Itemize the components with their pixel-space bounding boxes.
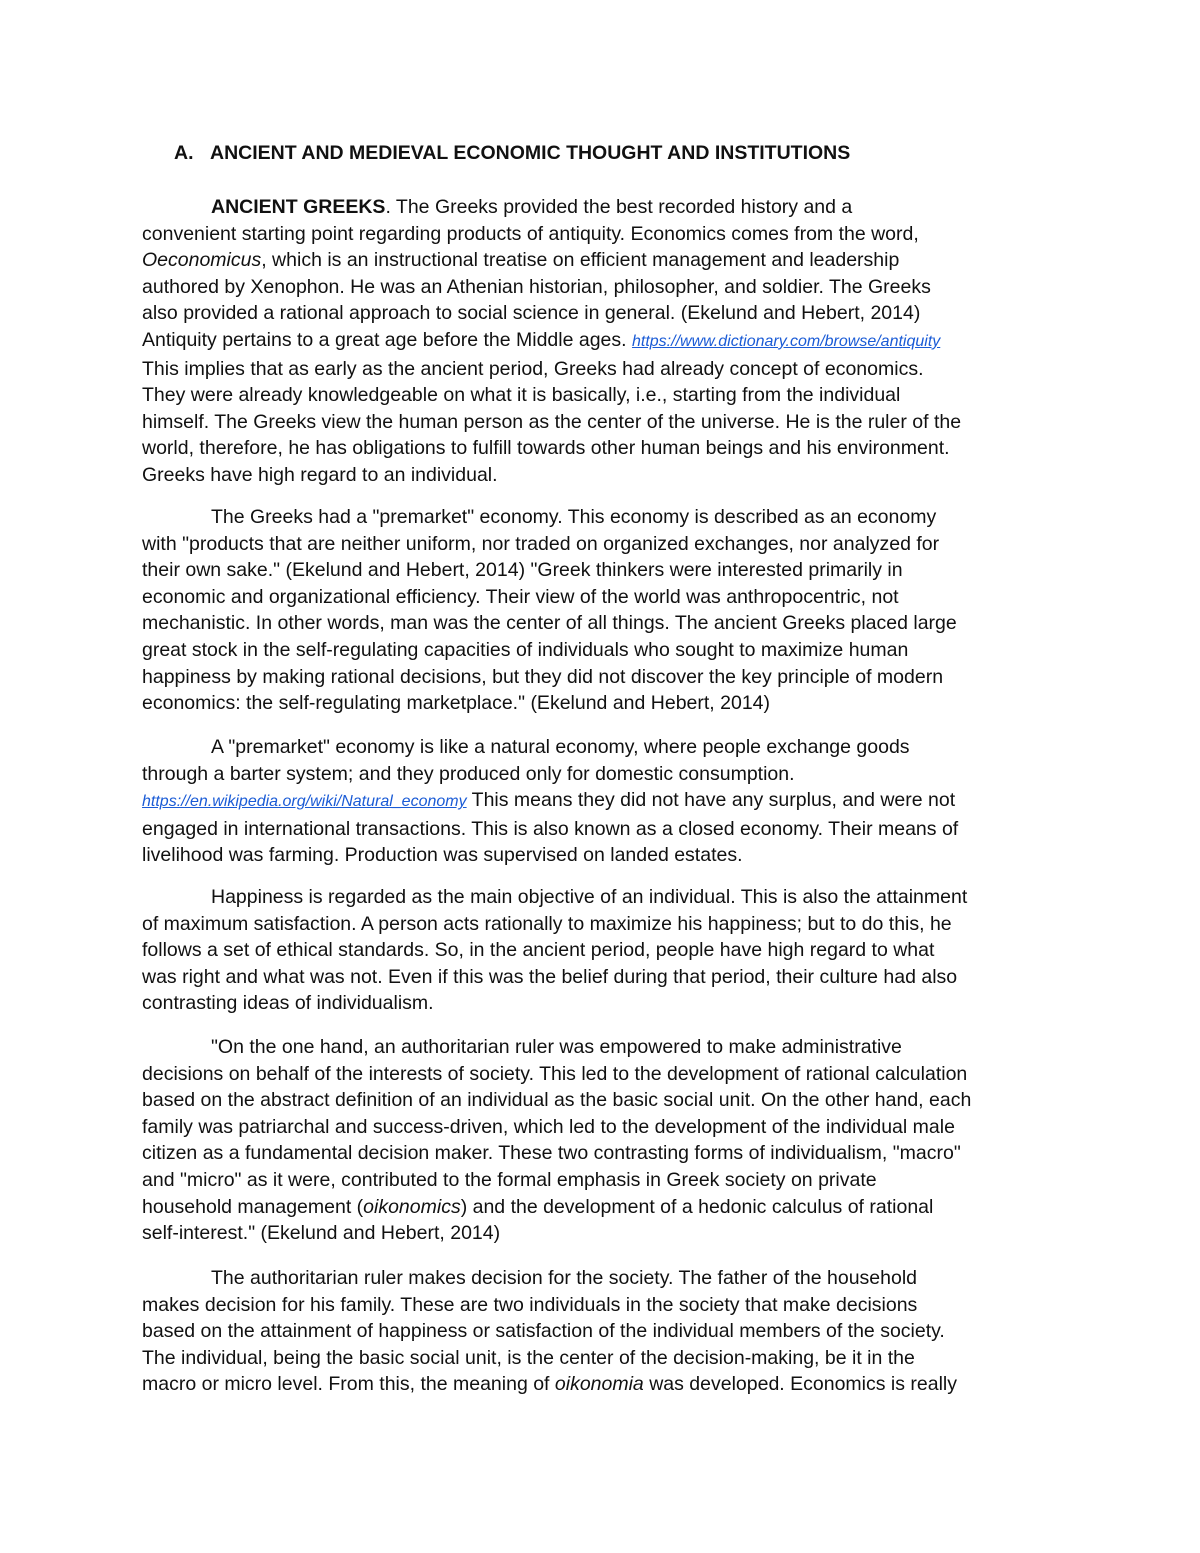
text-span: . The Greeks provided the best recorded history and a	[385, 196, 853, 218]
paragraph-decision-making	[142, 1265, 1062, 1398]
text-line: engaged in international transactions. This is also known as a closed economy. Their means of	[142, 817, 959, 840]
text-span: , which is an instructional treatise on efficient management and leadership	[261, 249, 900, 272]
italic-term: oikonomics	[363, 1195, 461, 1218]
text-line	[142, 194, 1062, 221]
paragraph-label: ANCIENT GREEKS	[211, 196, 386, 218]
text-span: macro or micro level. From this, the meaning of	[142, 1373, 555, 1396]
text-line: world, therefore, he has obligations to fulfill towards other human beings and his environment.	[142, 437, 950, 460]
text-line	[142, 884, 1062, 911]
text-line	[142, 734, 1062, 761]
italic-term: oikonomia	[554, 1373, 644, 1396]
text-span: A "premarket" economy is like a natural economy, where people exchange goods	[211, 736, 910, 758]
paragraph-natural-economy	[142, 734, 1062, 869]
paragraph-quote-individualism	[142, 1034, 1062, 1247]
text-span: Antiquity pertains to a great age before the Middle ages.	[142, 328, 632, 351]
text-line: They were already knowledgeable on what it is basically, i.e., starting from the individual	[142, 384, 901, 407]
text-line: Greeks have high regard to an individual.	[142, 463, 498, 486]
text-line	[142, 327, 1062, 356]
text-span: household management (	[142, 1195, 364, 1218]
section-heading	[174, 142, 850, 165]
text-line: citizen as a fundamental decision maker. These two contrasting forms of individualism, "macro"	[142, 1142, 961, 1165]
text-line: family was patriarchal and success-driven, which led to the development of the individual male	[142, 1115, 955, 1138]
text-span: ) and the development of a hedonic calculus of rational	[460, 1195, 934, 1218]
dictionary-link[interactable]: https://www.dictionary.com/browse/antiquity	[631, 332, 941, 350]
text-line: and "micro" as it were, contributed to the formal emphasis in Greek society on private	[142, 1168, 877, 1191]
text-span: "On the one hand, an authoritarian ruler was empowered to make administrative	[211, 1036, 902, 1058]
text-span: The authoritarian ruler makes decision for the society. The father of the household	[211, 1267, 918, 1289]
text-line: based on the attainment of happiness or satisfaction of the individual members of the society.	[142, 1320, 945, 1343]
text-line: based on the abstract definition of an individual as the basic social unit. On the other hand, each	[142, 1089, 972, 1112]
text-line: The individual, being the basic social unit, is the center of the decision-making, be it in the	[142, 1346, 915, 1369]
text-line: great stock in the self-regulating capacities of individuals who sought to maximize human	[142, 638, 909, 661]
text-line	[142, 1194, 1062, 1221]
text-line: convenient starting point regarding products of antiquity. Economics comes from the word,	[142, 222, 919, 245]
text-line: through a barter system; and they produced only for domestic consumption.	[142, 762, 795, 785]
text-line: decisions on behalf of the interests of society. This led to the development of rational calculation	[142, 1062, 968, 1085]
text-span: Happiness is regarded as the main objective of an individual. This is also the attainment	[211, 886, 968, 908]
text-line: livelihood was farming. Production was supervised on landed estates.	[142, 844, 743, 867]
text-line: also provided a rational approach to social science in general. (Ekelund and Hebert, 2014)	[142, 302, 921, 325]
text-line: was right and what was not. Even if this was the belief during that period, their culture had also	[142, 965, 958, 988]
text-span: This means they did not have any surplus, and were not	[466, 789, 956, 812]
text-line	[142, 787, 1062, 816]
text-line	[142, 1371, 1062, 1398]
wikipedia-link[interactable]: https://en.wikipedia.org/wiki/Natural_economy	[142, 793, 467, 811]
paragraph-happiness	[142, 884, 1062, 1017]
paragraph-ancient-greeks	[142, 194, 1062, 489]
text-line: economic and organizational efficiency. Their view of the world was anthropocentric, not	[142, 585, 899, 608]
text-line: authored by Xenophon. He was an Athenian historian, philosopher, and soldier. The Greeks	[142, 275, 931, 298]
text-line	[142, 1034, 1062, 1061]
text-span: The Greeks had a "premarket" economy. This economy is described as an economy	[211, 506, 937, 528]
text-line	[142, 247, 1062, 274]
section-title: ANCIENT AND MEDIEVAL ECONOMIC THOUGHT AND INSTITUTIONS	[210, 142, 851, 164]
text-line: of maximum satisfaction. A person acts rationally to maximize his happiness; but to do this, he	[142, 912, 952, 935]
text-line: contrasting ideas of individualism.	[142, 992, 434, 1015]
text-line: economics: the self-regulating marketplace." (Ekelund and Hebert, 2014)	[142, 692, 771, 715]
text-line	[142, 504, 1062, 531]
text-line	[142, 1265, 1062, 1292]
text-line: with "products that are neither uniform, nor traded on organized exchanges, nor analyzed for	[142, 532, 940, 555]
paragraph-premarket	[142, 504, 1062, 717]
text-span: was developed. Economics is really	[643, 1373, 958, 1396]
section-marker: A.	[174, 142, 194, 164]
text-line: follows a set of ethical standards. So, in the ancient period, people have high regard to what	[142, 939, 935, 962]
text-line: mechanistic. In other words, man was the center of all things. The ancient Greeks placed large	[142, 612, 957, 635]
text-line: This implies that as early as the ancient period, Greeks had already concept of economics.	[142, 357, 924, 380]
text-line: self-interest." (Ekelund and Hebert, 2014)	[142, 1222, 501, 1245]
text-line: makes decision for his family. These are two individuals in the society that make decisions	[142, 1293, 918, 1316]
text-line: their own sake." (Ekelund and Hebert, 2014) "Greek thinkers were interested primarily in	[142, 559, 903, 582]
italic-term: Oeconomicus	[142, 249, 262, 272]
text-line: happiness by making rational decisions, but they did not discover the key principle of modern	[142, 665, 944, 688]
text-line: himself. The Greeks view the human person as the center of the universe. He is the ruler of the	[142, 410, 962, 433]
